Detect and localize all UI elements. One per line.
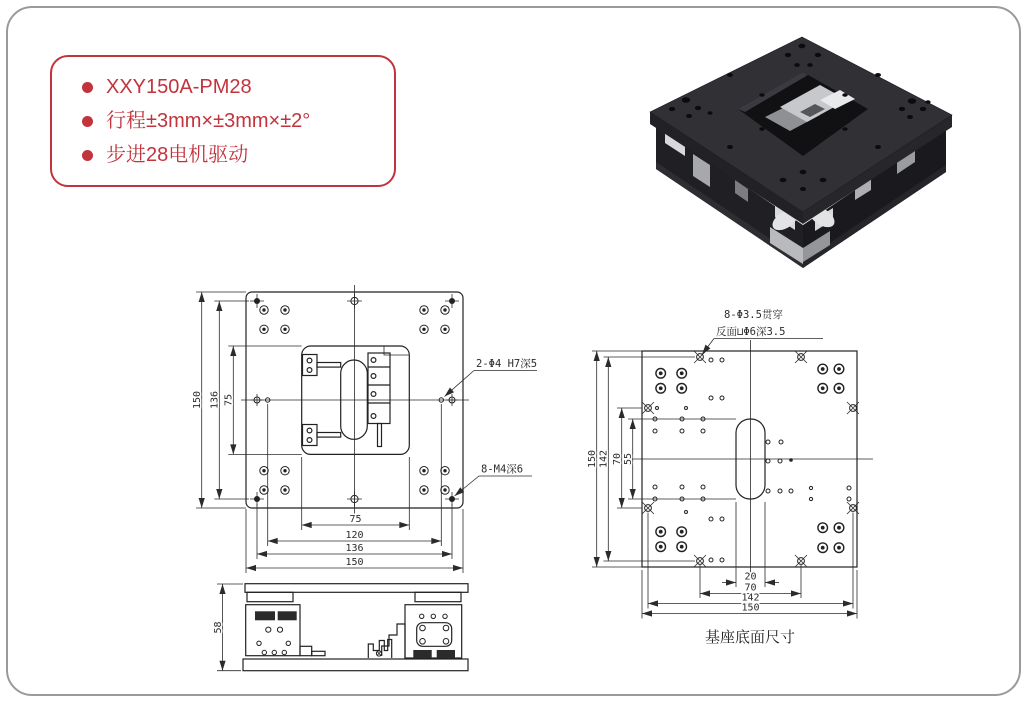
side-view-structure [243,584,468,671]
feature-item-motor [82,143,388,167]
dim-label: 75 [223,393,235,407]
dim-label: 58 [212,621,224,634]
callout-thread-holes [455,464,533,497]
dim-label: 136 [345,543,364,554]
drawing-caption: 基座底面尺寸 [704,629,796,646]
dim-label: 120 [345,530,364,541]
dimensions-horizontal [642,502,857,619]
bullet-icon [82,150,93,161]
dimension-height [213,584,243,671]
dim-label: 75 [349,514,362,525]
feature-item-model [82,75,388,99]
callout-label: 2-Φ4 H7深5 [476,358,538,370]
callout-label-line1: 8-Φ3.5贯穿 [724,309,783,321]
dim-label: 142 [741,592,760,604]
dim-label: 70 [744,582,757,594]
dim-label: 150 [345,557,364,568]
bullet-icon [82,116,93,127]
dim-label: 20 [744,571,757,583]
dim-label: 150 [587,449,598,469]
dim-label: 136 [209,390,221,410]
travel-spec: 行程±3mm×±3mm×±2° [106,110,311,132]
drawing-bottom-view [585,293,885,653]
corner-hole-groups [656,364,844,552]
feature-item-travel [82,109,388,133]
feature-box [50,55,396,187]
motor-spec: 步进28电机驱动 [106,144,249,166]
product-model: XXY150A-PM28 [106,76,252,98]
callout-label: 8-M4深6 [481,463,524,476]
dim-label: 70 [612,452,623,466]
dim-label: 142 [598,449,610,469]
callout-label-line2: 反面⊔Φ6深3.5 [716,326,786,338]
dim-label: 150 [741,602,760,614]
callout-through-holes [702,308,823,355]
drawing-side-view [205,578,480,683]
stage-body [650,37,952,268]
product-3d-render [615,12,1025,292]
dim-label: 150 [192,390,203,410]
bullet-icon [82,82,93,93]
callout-pin-holes [445,358,538,397]
centerlines [241,285,469,514]
dim-label: 55 [623,452,634,466]
drawing-top-view [185,283,565,583]
